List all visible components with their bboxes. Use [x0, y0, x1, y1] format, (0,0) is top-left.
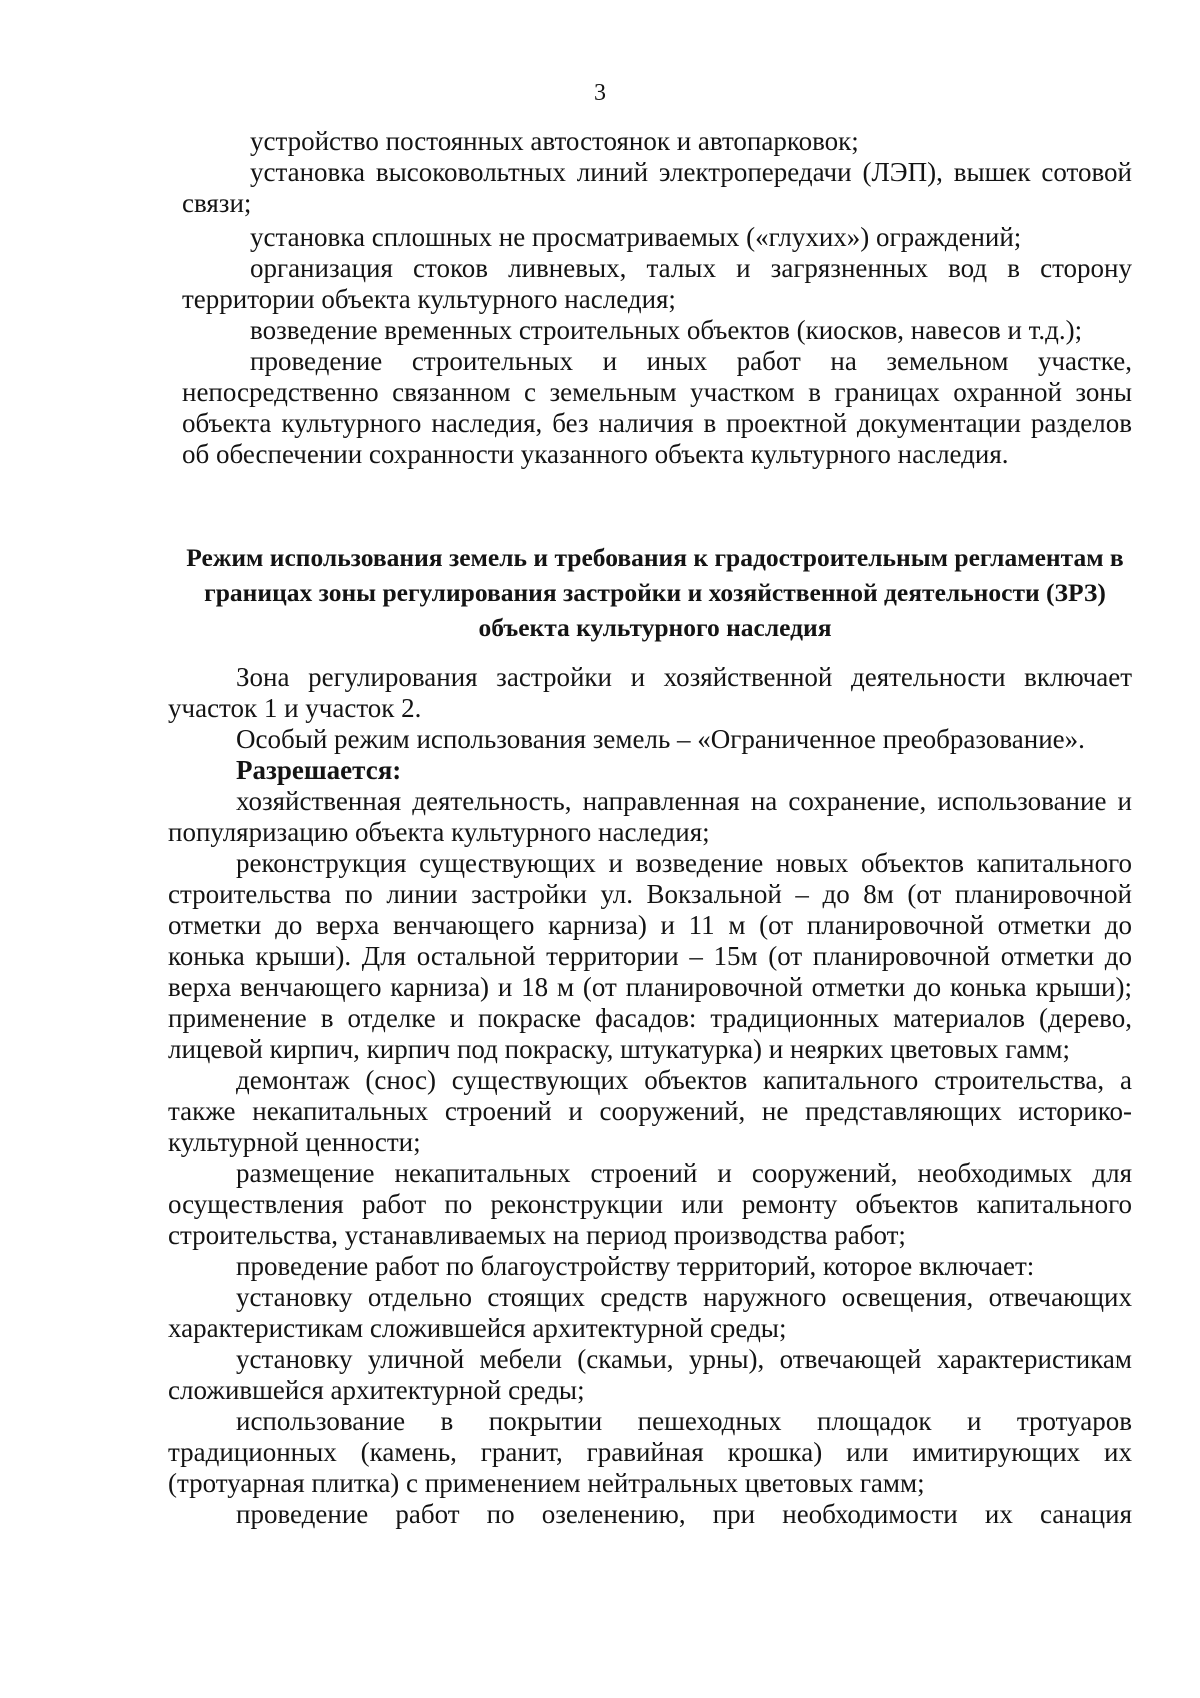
list-item: установка высоковольтных линий электропередачи (ЛЭП), вышек сотовой связи;	[182, 157, 1132, 218]
list-item: установку уличной мебели (скамьи, урны), отвечающей характеристикам сложившейся архитектурной среды;	[168, 1344, 1132, 1405]
list-item: возведение временных строительных объектов (киосков, навесов и т.д.);	[250, 315, 1083, 345]
list-item: реконструкция существующих и возведение новых объектов капитального строительства по линии застройки ул. Вокзальной – до 8м (от планировочной отметки до верха венчающего карниза) и 11 м (от планировочной отметки до конька крыши). Для остальной территории – 15м (от планировочной отметки до верха венчающего карниза) и 18 м (от планировочной отметки до конька крыши); применение в отделке и покраске фасадов: традиционных материалов (дерево, лицевой кирпич, кирпич под покраску, штукатурка) и неярких цветовых гамм;	[168, 848, 1132, 1064]
section-heading: Режим использования земель и требования к градостроительным регламентам в границах зоны регулирования застройки и хозяйственной деятельности (ЗРЗ) объекта культурного наследия	[186, 543, 1124, 642]
list-item: установка сплошных не просматриваемых («глухих») ограждений;	[250, 222, 1022, 252]
list-item: установку отдельно стоящих средств наружного освещения, отвечающих характеристикам сложившейся архитектурной среды;	[168, 1282, 1132, 1343]
list-item: хозяйственная деятельность, направленная на сохранение, использование и популяризацию объекта культурного наследия;	[168, 786, 1132, 847]
list-item: демонтаж (снос) существующих объектов капитального строительства, а также некапитальных строений и сооружений, не представляющих историко-культурной ценности;	[168, 1065, 1132, 1157]
list-item: проведение строительных и иных работ на земельном участке, непосредственно связанном с земельным участком в границах охранной зоны объекта культурного наследия, без наличия в проектной документации разделов об обеспечении сохранности указанного объекта культурного наследия.	[182, 346, 1132, 469]
list-item: проведение работ по благоустройству территорий, которое включает:	[236, 1251, 1035, 1281]
prohibited-list	[182, 126, 1132, 470]
zrz-section-body	[168, 662, 1132, 1530]
list-item: проведение работ по озеленению, при необходимости их санация	[236, 1499, 1132, 1529]
list-item: размещение некапитальных строений и сооружений, необходимых для осуществления работ по реконструкции или ремонту объектов капитального строительства, устанавливаемых на период производства работ;	[168, 1158, 1132, 1250]
allowed-label: Разрешается:	[236, 755, 402, 785]
list-item: организация стоков ливневых, талых и загрязненных вод в сторону территории объекта культурного наследия;	[182, 253, 1132, 314]
zone-paragraph: Зона регулирования застройки и хозяйственной деятельности включает участок 1 и участок 2.	[168, 662, 1132, 723]
list-item: использование в покрытии пешеходных площадок и тротуаров традиционных (камень, гранит, гравийная крошка) или имитирующих их (тротуарная плитка) с применением нейтральных цветовых гамм;	[168, 1406, 1132, 1498]
list-item: устройство постоянных автостоянок и автопарковок;	[250, 126, 859, 156]
regime-paragraph: Особый режим использования земель – «Ограниченное преобразование».	[236, 724, 1085, 754]
page-number: 3	[594, 80, 606, 106]
